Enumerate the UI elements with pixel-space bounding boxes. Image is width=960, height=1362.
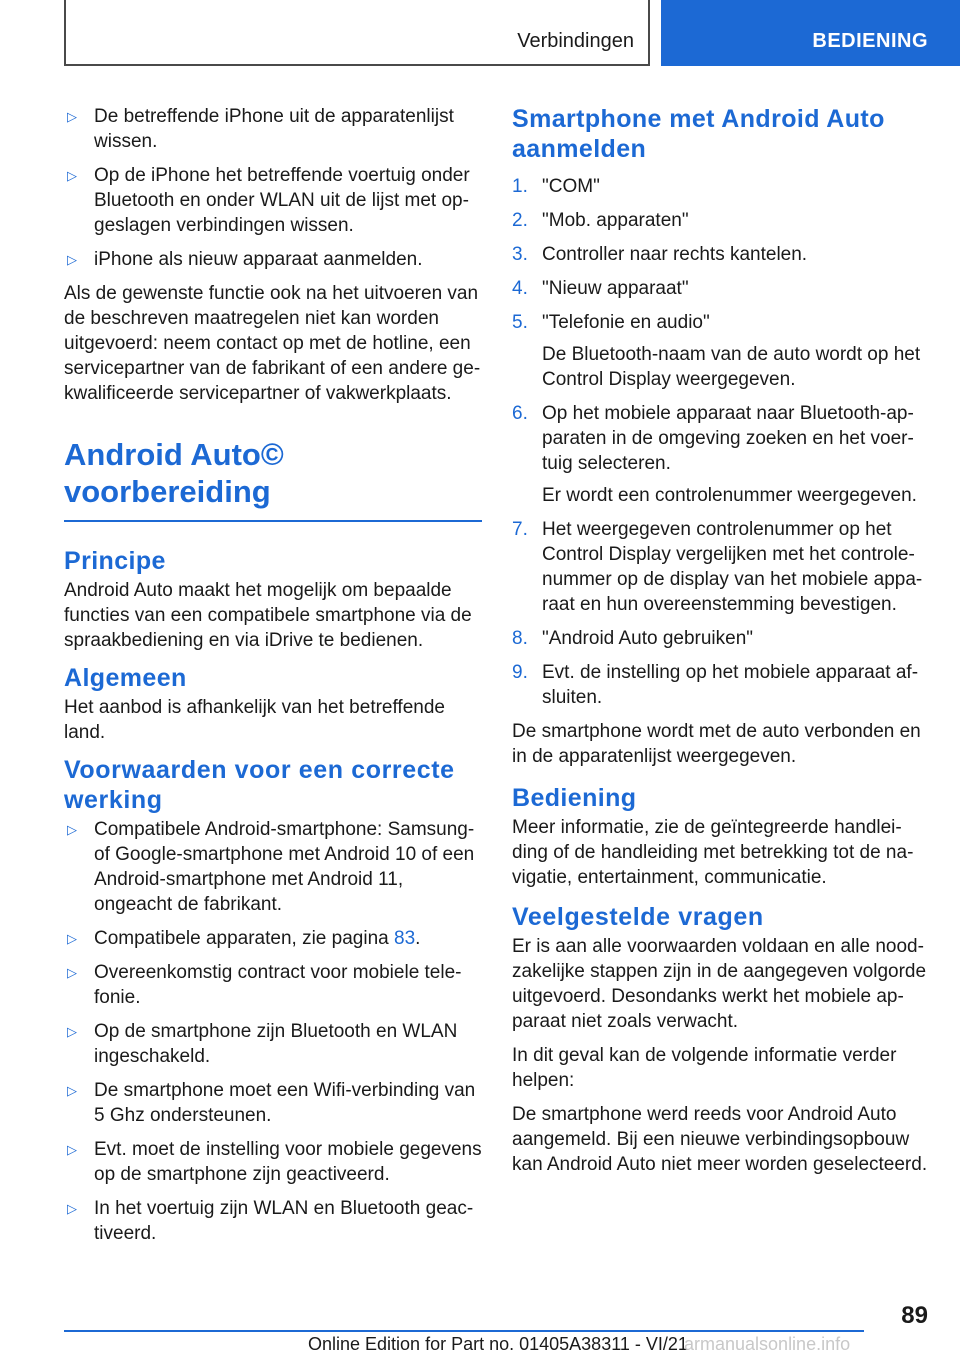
list-item: ▷ Op de smartphone zijn Bluetooth en WLAN ingeschakeld.: [67, 1021, 458, 1067]
step-item: 5. "Telefonie en audio" De Bluetooth-naam van de auto wordt op het Control Display weergegeven.: [512, 310, 928, 392]
heading-bediening: Bediening: [512, 784, 637, 812]
list-item: ▷ Evt. moet de instelling voor mobiele gegevens op de smartphone zijn geactiveerd.: [67, 1139, 482, 1185]
heading-faq: Veelgestelde vragen: [512, 903, 764, 931]
list-item: ▷ De betreffende iPhone uit de apparatenlijst wissen.: [67, 106, 454, 152]
heading-aanmelden: Smartphone met Android Auto aanmelden: [512, 105, 885, 163]
page-number: 89: [901, 1302, 928, 1329]
list-item: ▷ De smartphone moet een Wifi-verbinding van 5 Ghz ondersteunen.: [67, 1080, 476, 1126]
list-item: ▷ In het voertuig zijn WLAN en Bluetooth geactiveerd.: [67, 1198, 474, 1244]
heading-principe: Principe: [64, 547, 166, 575]
triangle-bullet-icon: ▷: [67, 1083, 77, 1098]
body-paragraph: Het aanbod is afhankelijk van het betreffende land.: [64, 697, 445, 743]
body-paragraph: Als de gewenste functie ook na het uitvoeren van de beschreven maatregelen niet kan worden uitgevoerd: neem contact op met de hotline, een servicepartner van de fabrikant of een andere gekwalificeerde servicepartner of vakwerkplaats.: [64, 283, 481, 404]
header-section-box: [64, 0, 650, 66]
list-item: ▷ Overeenkomstig contract voor mobiele telefonie.: [67, 962, 462, 1008]
triangle-bullet-icon: ▷: [67, 965, 77, 980]
step-item: 4. "Nieuw apparaat": [512, 278, 689, 299]
step-item: 2. "Mob. apparaten": [512, 210, 689, 231]
triangle-bullet-icon: ▷: [67, 1201, 77, 1216]
body-paragraph: Android Auto maakt het mogelijk om bepaalde functies van een compatibele smartphone via de spraakbediening en via iDrive te bedienen.: [64, 580, 472, 651]
triangle-bullet-icon: ▷: [67, 931, 77, 946]
section-title: Verbindingen: [517, 30, 634, 52]
triangle-bullet-icon: ▷: [67, 168, 77, 183]
step-note: Er wordt een controlenummer weergegeven.: [542, 485, 917, 506]
watermark: armanualsonline.info: [684, 1334, 851, 1354]
step-item: 9. Evt. de instelling op het mobiele apparaat afsluiten.: [512, 662, 919, 708]
triangle-bullet-icon: ▷: [67, 822, 77, 837]
body-paragraph: De smartphone wordt met de auto verbonden en in de apparatenlijst weergegeven.: [512, 721, 921, 767]
step-item: 3. Controller naar rechts kantelen.: [512, 244, 808, 265]
triangle-bullet-icon: ▷: [67, 252, 77, 267]
chapter-tab-label: BEDIENING: [812, 30, 928, 52]
heading-voorwaarden: Voorwaarden voor een correcte werking: [64, 756, 455, 814]
chapter-title: Android Auto© voorbereiding: [64, 436, 482, 522]
body-paragraph: De smartphone werd reeds voor Android Auto aangemeld. Bij een nieuwe verbindingsopbouw kan Android Auto niet meer worden geselecteerd.: [512, 1104, 928, 1175]
list-item: ▷ Compatibele apparaten, zie pagina 83.: [67, 928, 421, 949]
triangle-bullet-icon: ▷: [67, 1142, 77, 1157]
left-column: [64, 104, 482, 1255]
step-item: 8. "Android Auto gebruiken": [512, 628, 754, 649]
body-paragraph: In dit geval kan de volgende informatie verder helpen:: [512, 1045, 897, 1091]
body-paragraph: Er is aan alle voorwaarden voldaan en alle noodzakelijke stappen zijn in de aangegeven volgorde uitgevoerd. Desondanks werkt het mobiele apparaat niet zoals verwacht.: [512, 936, 927, 1032]
chapter-tab[interactable]: [661, 0, 960, 66]
step-item: 6. Op het mobiele apparaat naar Bluetooth-apparaten in de omgeving zoeken en het voertuig selecteren. Er wordt een controlenummer weergegeven.: [512, 401, 928, 508]
step-item: 7. Het weergegeven controlenummer op het Control Display vergelijken met het controlenummer op de display van het mobiele apparaat en hun overeenstemming bevestigen.: [512, 519, 923, 615]
list-item: ▷ Compatibele Android-smartphone: Samsung- of Google-smartphone met Android 10 of een Android-smartphone met Android 11, ongeacht de fabrikant.: [67, 819, 475, 915]
triangle-bullet-icon: ▷: [67, 1024, 77, 1039]
heading-algemeen: Algemeen: [64, 664, 187, 692]
footer-divider: [64, 1330, 864, 1332]
body-paragraph: Meer informatie, zie de geïntegreerde handleiding of de handleiding met betrekking tot de navigatie, entertainment, communicatie.: [512, 817, 914, 888]
list-item: ▷ Op de iPhone het betreffende voertuig onder Bluetooth en onder WLAN uit de lijst met opgeslagen verbindingen wissen.: [67, 165, 470, 236]
footer-edition: Online Edition for Part no. 01405A38311 - VI/21: [308, 1334, 688, 1354]
list-item: ▷ iPhone als nieuw apparaat aanmelden.: [67, 249, 423, 270]
right-column: [512, 104, 928, 1186]
triangle-bullet-icon: ▷: [67, 109, 77, 124]
page-link[interactable]: 83: [394, 928, 416, 949]
step-note: De Bluetooth-naam van de auto wordt op het Control Display weergegeven.: [542, 344, 921, 390]
step-item: 1. "COM": [512, 176, 600, 197]
